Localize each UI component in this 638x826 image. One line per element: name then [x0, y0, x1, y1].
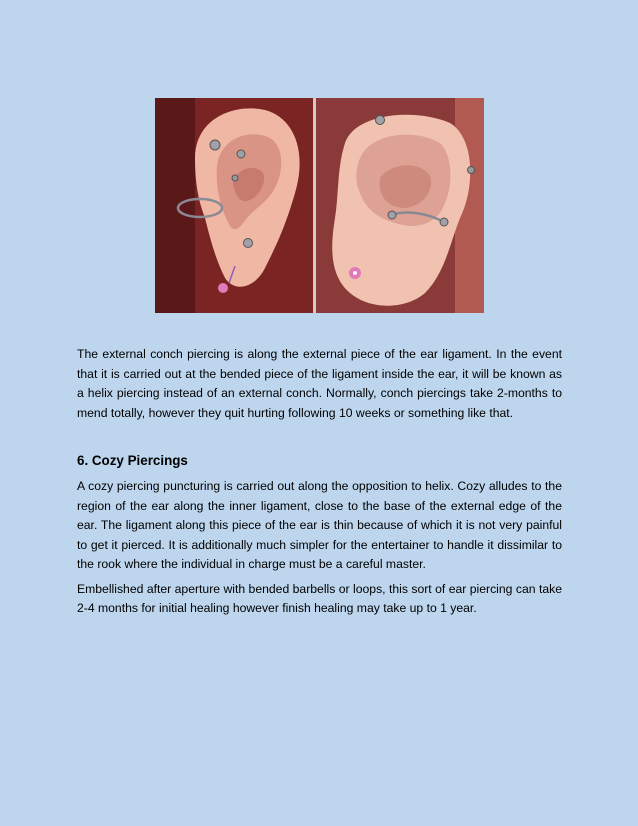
document-body [77, 345, 562, 619]
paragraph-external-conch: The external conch piercing is along the external piece of the ear ligament. In the event that it is carried out at the bended piece of the ligament inside the ear, it will be known as a helix piercing instead of an external conch. Normally, conch piercings take 2-months to mend totally, however they quit hurting following 10 weeks or something like that. [77, 347, 562, 420]
section-heading-cozy-piercings: 6. Cozy Piercings [77, 453, 188, 468]
paragraph-cozy-healing: Embellished after aperture with bended barbells or loops, this sort of ear piercing can take 2-4 months for initial healing however finish healing may take up to 1 year. [77, 581, 562, 615]
paragraph-cozy-description: A cozy piercing puncturing is carried out along the opposition to helix. Cozy alludes to the region of the ear along the inner ligament, close to the base of the external edge of the ear. The ligament along this piece of the ear is thin because of which it is not very painful to get it pierced. It is additionally much simpler for the entertainer to handle it dissimilar to the rook where the individual in charge must be a careful master. [77, 479, 562, 571]
ear-piercing-photo [155, 98, 484, 313]
